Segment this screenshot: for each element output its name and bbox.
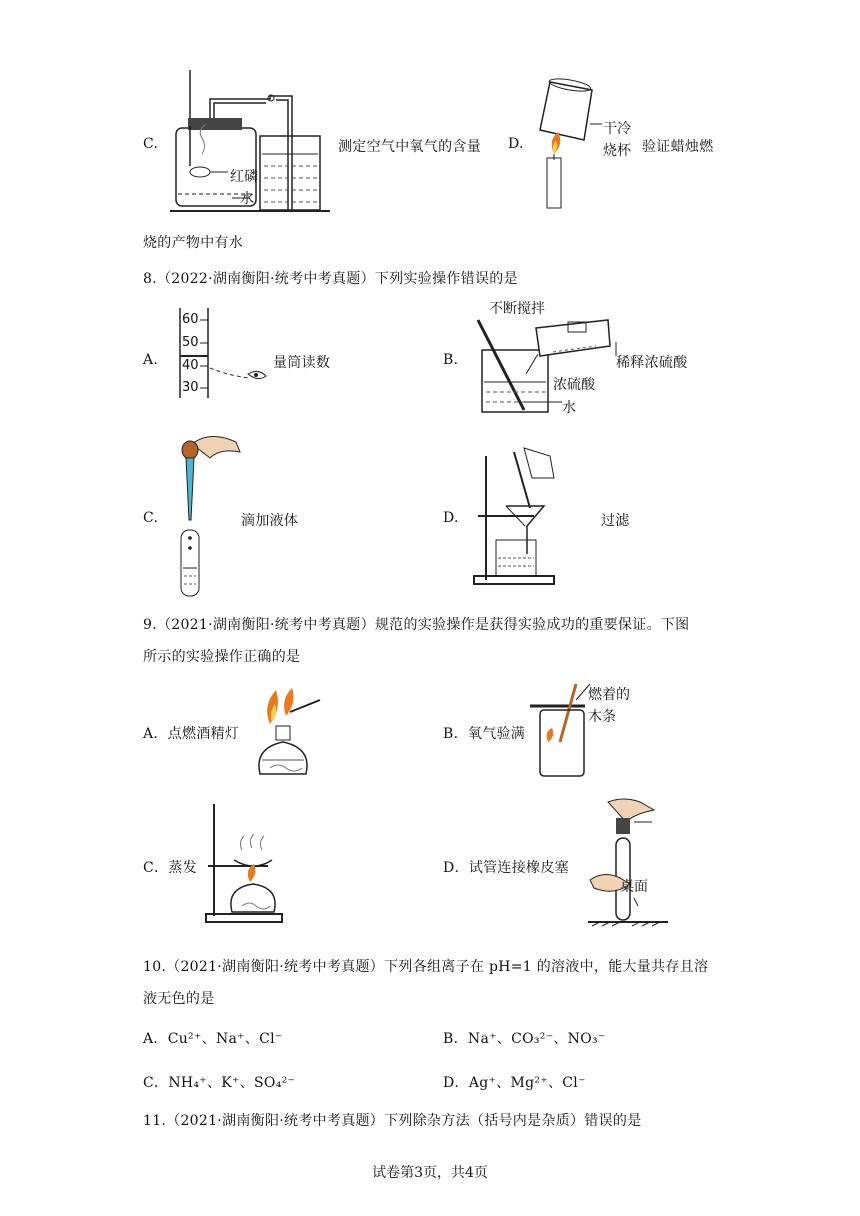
q8-optC-label: C.: [143, 510, 159, 526]
q9-optC-label: C．蒸发: [143, 860, 197, 876]
q10-optB-ions: Na⁺、CO₃²⁻、NO₃⁻: [467, 1031, 606, 1047]
q7-optC-label: C.: [143, 136, 159, 152]
q9-optA-figure: [250, 684, 330, 780]
q10-optD: [443, 1072, 586, 1092]
q8-tick-40: 40: [182, 358, 199, 373]
q9-optD-label: D．试管连接橡皮塞: [443, 860, 569, 876]
q8-fig-label-conc-acid: 浓硫酸: [553, 377, 595, 393]
q10-optA-ions: Cu²⁺、Na⁺、Cl⁻: [167, 1031, 283, 1047]
q9-stem-line1: 9.（2021·湖南衡阳·统考中考真题）规范的实验操作是获得实验成功的重要保证。下图: [143, 617, 690, 633]
q7-optD-label: D.: [508, 136, 524, 152]
q9-optC-figure: [200, 800, 290, 926]
q8-optB-figure: [468, 302, 618, 417]
q10-stem-line1: 10.（2021·湖南衡阳·统考中考真题）下列各组离子在 pH=1 的溶液中，能大量共存且溶: [143, 959, 709, 975]
q8-tick-30: 30: [182, 380, 199, 395]
q8-optA-text: 量筒读数: [273, 355, 331, 371]
q10-stem-line2: 液无色的是: [143, 991, 215, 1007]
q9-fig-label-desktop: 桌面: [620, 879, 648, 895]
q10-optC: [143, 1072, 295, 1092]
q8-fig-label-stir: 不断搅拌: [489, 301, 545, 317]
page-footer: 试卷第3页，共4页: [372, 1165, 488, 1181]
q9-optB-label: B．氧气验满: [443, 726, 526, 742]
q8-optD-text: 过滤: [601, 513, 630, 529]
q7-optD-figure: [530, 72, 610, 212]
q7-optD-text: 验证蜡烛燃: [642, 139, 714, 155]
q8-optB-label: B.: [443, 352, 459, 368]
q10-optC-label: C．: [143, 1075, 169, 1091]
q8-optD-figure: [472, 448, 572, 588]
q8-stem: 8.（2022·湖南衡阳·统考中考真题）下列实验操作错误的是: [143, 271, 518, 287]
q7-fig-label-dry-cold: 干冷: [603, 121, 631, 137]
q9-fig-label-burning: 燃着的: [588, 687, 630, 703]
q8-tick-60: 60: [182, 312, 199, 327]
q9-stem-line2: 所示的实验操作正确的是: [143, 649, 301, 665]
q8-optA-label: A.: [143, 352, 159, 368]
q10-optB-label: B．: [443, 1031, 468, 1047]
q10-optA-label: A．: [143, 1031, 168, 1047]
q8-optC-text: 滴加液体: [241, 513, 299, 529]
q7-optD-text-cont: 烧的产物中有水: [143, 235, 244, 251]
q10-optD-ions: Ag⁺、Mg²⁺、Cl⁻: [468, 1075, 586, 1091]
q10-optB: [443, 1028, 606, 1048]
q7-fig-label-red-phosphorus: 红磷: [230, 169, 258, 185]
q10-optD-label: D．: [443, 1075, 469, 1091]
q11-stem: 11.（2021·湖南衡阳·统考中考真题）下列除杂方法（括号内是杂质）错误的是: [143, 1113, 642, 1129]
q9-optD-figure: [588, 794, 668, 932]
q8-optD-label: D.: [443, 510, 459, 526]
q9-optA-label: A．点燃酒精灯: [143, 726, 240, 742]
q8-optB-text: 稀释浓硫酸: [616, 355, 688, 371]
q7-fig-label-beaker: 烧杯: [603, 143, 631, 159]
q10-optC-ions: NH₄⁺、K⁺、SO₄²⁻: [168, 1075, 296, 1091]
q8-optC-figure: [170, 428, 245, 600]
q8-tick-50: 50: [182, 335, 199, 350]
q7-fig-label-water: 水: [240, 191, 254, 207]
q9-fig-label-stick: 木条: [588, 709, 616, 725]
q10-optA: [143, 1028, 283, 1048]
q7-optC-text: 测定空气中氧气的含量: [338, 139, 481, 155]
q8-fig-label-water: 水: [562, 400, 576, 416]
